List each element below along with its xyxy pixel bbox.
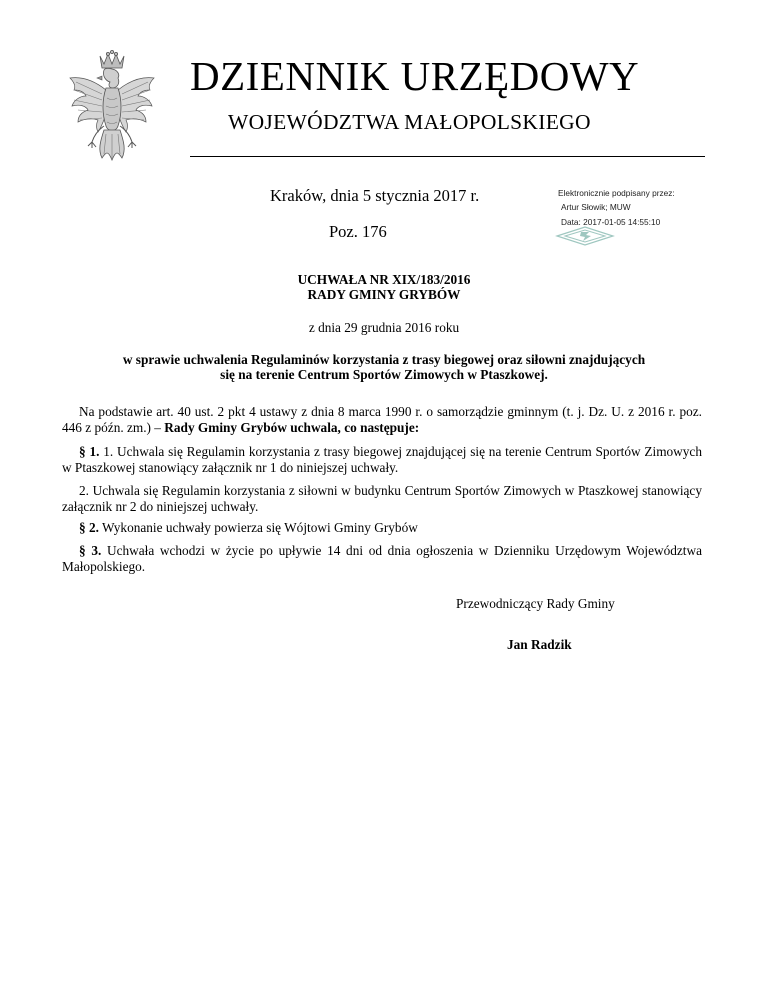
legal-basis-text: Na podstawie art. 40 ust. 2 pkt 4 ustawy z dnia 8 marca 1990 r. o samorządzie gminnym (t. j. Dz. U. z 2016 r. poz. 446 z późn. zm.) –: [62, 404, 702, 435]
header-divider: [190, 156, 705, 157]
section-label: § 2.: [79, 520, 99, 535]
section-text: 2. Uchwala się Regulamin korzystania z siłowni w budynku Centrum Sportów Zimowych w Ptaszkowej stanowiący załącznik nr 2 do niniejszej uchwały.: [62, 483, 702, 514]
chairman-name: Jan Radzik: [507, 637, 572, 652]
section-text: Uchwała wchodzi w życie po upływie 14 dni od dnia ogłoszenia w Dzienniku Urzędowym Województwa Małopolskiego.: [62, 543, 702, 574]
publication-position: Poz. 176: [329, 222, 387, 241]
section-1-paragraph: [62, 444, 702, 475]
legal-basis-paragraph: [62, 404, 702, 435]
resolution-subject: [0, 352, 768, 382]
chairman-title: Przewodniczący Rady Gminy: [456, 596, 615, 611]
resolution-number: UCHWAŁA NR XIX/183/2016: [297, 272, 471, 287]
section-label: § 1.: [79, 444, 100, 459]
section-label: § 3.: [79, 543, 102, 558]
journal-title: DZIENNIK URZĘDOWY: [190, 53, 640, 99]
signature-heading: Elektronicznie podpisany przez:: [558, 188, 675, 198]
signature-seal-icon: [555, 225, 615, 247]
resolution-council: RADY GMINY GRYBÓW: [307, 287, 461, 302]
journal-subtitle: WOJEWÓDZTWA MAŁOPOLSKIEGO: [228, 110, 591, 134]
resolution-subject-line: w sprawie uchwalenia Regulaminów korzystania z trasy biegowej oraz siłowni znajdujących: [122, 352, 646, 367]
resolution-date: z dnia 29 grudnia 2016 roku: [308, 320, 460, 335]
section-2-paragraph: [62, 520, 702, 536]
section-text: 1. Uchwala się Regulamin korzystania z trasy biegowej znajdującej się na terenie Centrum Sportów Zimowych w Ptaszkowej stanowiący załącznik nr 1 do niniejszej uchwały.: [62, 444, 702, 475]
legal-basis-enactment: Rady Gminy Grybów uchwala, co następuje:: [164, 419, 420, 435]
electronic-signature: [555, 189, 715, 226]
resolution-title: [0, 272, 768, 302]
section-text: Wykonanie uchwały powierza się Wójtowi Gminy Grybów: [98, 520, 418, 535]
resolution-subject-line: się na terenie Centrum Sportów Zimowych w Ptaszkowej.: [220, 367, 548, 382]
signature-signer: Artur Słowik; MUW: [561, 202, 631, 213]
publication-place-date: Kraków, dnia 5 stycznia 2017 r.: [270, 186, 480, 205]
polish-eagle-emblem-icon: [62, 50, 162, 168]
signature-date: Data: 2017-01-05 14:55:10: [561, 216, 661, 227]
section-1-item-2-paragraph: [62, 483, 702, 514]
section-3-paragraph: [62, 543, 702, 574]
